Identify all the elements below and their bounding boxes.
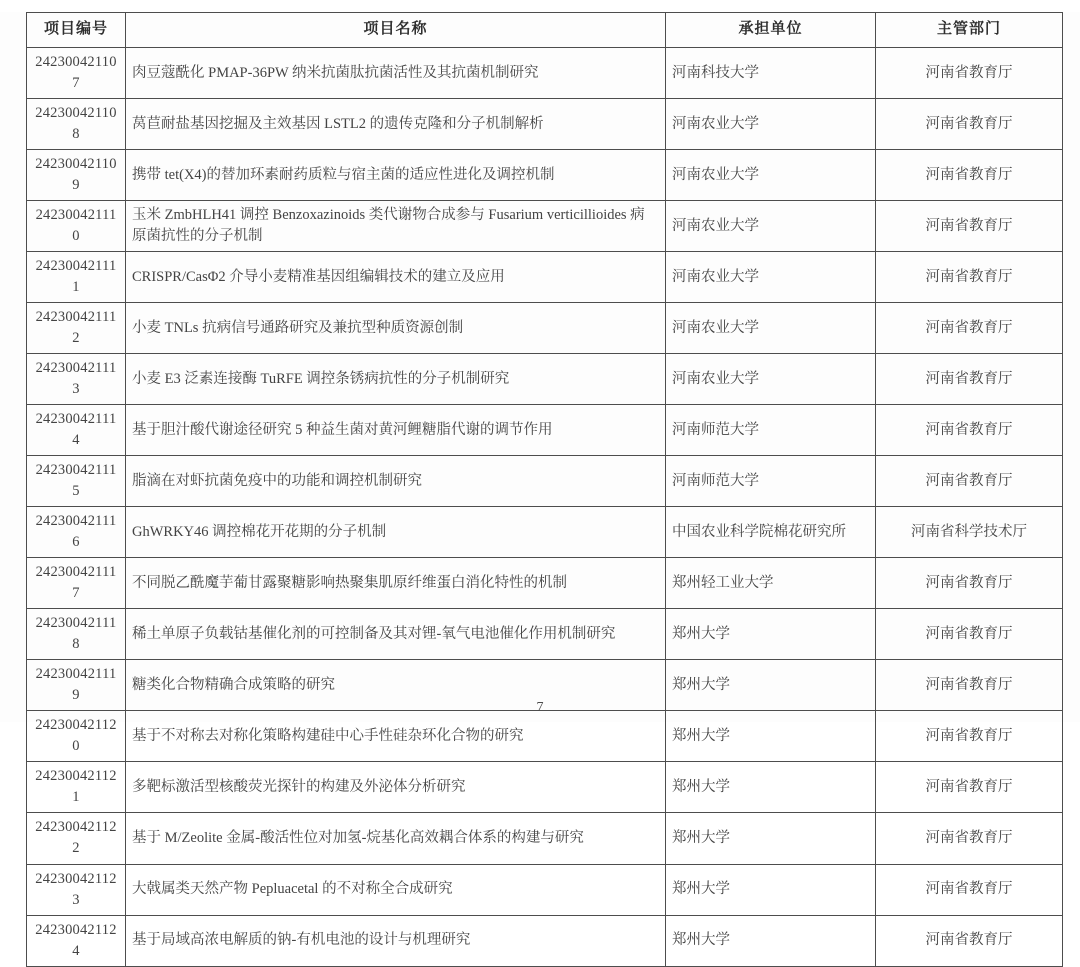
project-id-cell: 242300421118	[27, 609, 126, 660]
project-name-cell: CRISPR/CasΦ2 介导小麦精准基因组编辑技术的建立及应用	[126, 252, 666, 303]
dept-cell: 河南省教育厅	[876, 609, 1063, 660]
table-row	[27, 201, 1063, 252]
project-id-cell: 242300421107	[27, 48, 126, 99]
dept-cell: 河南省教育厅	[876, 150, 1063, 201]
dept-cell: 河南省科学技术厅	[876, 507, 1063, 558]
table-row	[27, 354, 1063, 405]
dept-cell: 河南省教育厅	[876, 252, 1063, 303]
table-row	[27, 99, 1063, 150]
col-header-project-id: 项目编号	[27, 13, 126, 48]
unit-cell: 郑州大学	[666, 915, 876, 966]
project-name-cell: 小麦 E3 泛素连接酶 TuRFE 调控条锈病抗性的分子机制研究	[126, 354, 666, 405]
project-id-cell: 242300421122	[27, 813, 126, 864]
project-name-cell: 基于不对称去对称化策略构建硅中心手性硅杂环化合物的研究	[126, 711, 666, 762]
page-number: 7	[536, 700, 544, 715]
unit-cell: 郑州大学	[666, 864, 876, 915]
unit-cell: 郑州大学	[666, 762, 876, 813]
unit-cell: 郑州大学	[666, 660, 876, 711]
table-header-row	[27, 13, 1063, 48]
table-row	[27, 252, 1063, 303]
project-name-cell: 不同脱乙酰魔芋葡甘露聚糖影响热聚集肌原纤维蛋白消化特性的机制	[126, 558, 666, 609]
col-header-unit: 承担单位	[666, 13, 876, 48]
project-name-cell: 糖类化合物精确合成策略的研究	[126, 660, 666, 711]
table-row	[27, 456, 1063, 507]
project-id-cell: 242300421119	[27, 660, 126, 711]
project-id-cell: 242300421120	[27, 711, 126, 762]
dept-cell: 河南省教育厅	[876, 864, 1063, 915]
project-name-cell: 稀土单原子负载钴基催化剂的可控制备及其对锂-氧气电池催化作用机制研究	[126, 609, 666, 660]
project-id-cell: 242300421108	[27, 99, 126, 150]
unit-cell: 河南科技大学	[666, 48, 876, 99]
project-name-cell: 脂滴在对虾抗菌免疫中的功能和调控机制研究	[126, 456, 666, 507]
project-name-cell: 莴苣耐盐基因挖掘及主效基因 LSTL2 的遗传克隆和分子机制解析	[126, 99, 666, 150]
project-id-cell: 242300421123	[27, 864, 126, 915]
col-header-project-name: 项目名称	[126, 13, 666, 48]
table-row	[27, 303, 1063, 354]
dept-cell: 河南省教育厅	[876, 201, 1063, 252]
table-row	[27, 507, 1063, 558]
unit-cell: 河南农业大学	[666, 99, 876, 150]
project-id-cell: 242300421116	[27, 507, 126, 558]
project-id-cell: 242300421121	[27, 762, 126, 813]
unit-cell: 河南农业大学	[666, 354, 876, 405]
project-name-cell: GhWRKY46 调控棉花开花期的分子机制	[126, 507, 666, 558]
col-header-department: 主管部门	[876, 13, 1063, 48]
project-id-cell: 242300421114	[27, 405, 126, 456]
unit-cell: 中国农业科学院棉花研究所	[666, 507, 876, 558]
unit-cell: 郑州大学	[666, 813, 876, 864]
dept-cell: 河南省教育厅	[876, 711, 1063, 762]
dept-cell: 河南省教育厅	[876, 48, 1063, 99]
dept-cell: 河南省教育厅	[876, 915, 1063, 966]
unit-cell: 河南师范大学	[666, 456, 876, 507]
unit-cell: 河南农业大学	[666, 150, 876, 201]
dept-cell: 河南省教育厅	[876, 99, 1063, 150]
unit-cell: 河南农业大学	[666, 303, 876, 354]
project-id-cell: 242300421112	[27, 303, 126, 354]
project-id-cell: 242300421124	[27, 915, 126, 966]
project-name-cell: 小麦 TNLs 抗病信号通路研究及兼抗型种质资源创制	[126, 303, 666, 354]
dept-cell: 河南省教育厅	[876, 762, 1063, 813]
projects-table	[26, 12, 1063, 967]
table-row	[27, 864, 1063, 915]
project-name-cell: 基于局域高浓电解质的钠-有机电池的设计与机理研究	[126, 915, 666, 966]
project-name-cell: 携带 tet(X4)的替加环素耐药质粒与宿主菌的适应性进化及调控机制	[126, 150, 666, 201]
project-name-cell: 玉米 ZmbHLH41 调控 Benzoxazinoids 类代谢物合成参与 Fusarium verticillioides 病原菌抗性的分子机制	[126, 201, 666, 252]
project-id-cell: 242300421109	[27, 150, 126, 201]
project-name-cell: 肉豆蔻酰化 PMAP-36PW 纳米抗菌肽抗菌活性及其抗菌机制研究	[126, 48, 666, 99]
project-id-cell: 242300421111	[27, 252, 126, 303]
project-name-cell: 大戟属类天然产物 Pepluacetal 的不对称全合成研究	[126, 864, 666, 915]
unit-cell: 郑州轻工业大学	[666, 558, 876, 609]
project-name-cell: 基于 M/Zeolite 金属-酸活性位对加氢-烷基化高效耦合体系的构建与研究	[126, 813, 666, 864]
dept-cell: 河南省教育厅	[876, 303, 1063, 354]
project-name-cell: 基于胆汁酸代谢途径研究 5 种益生菌对黄河鲤糖脂代谢的调节作用	[126, 405, 666, 456]
project-id-cell: 242300421115	[27, 456, 126, 507]
table-row	[27, 711, 1063, 762]
document-page	[0, 12, 1080, 959]
project-id-cell: 242300421110	[27, 201, 126, 252]
table-row	[27, 48, 1063, 99]
table-row	[27, 813, 1063, 864]
unit-cell: 河南师范大学	[666, 405, 876, 456]
unit-cell: 郑州大学	[666, 609, 876, 660]
project-id-cell: 242300421117	[27, 558, 126, 609]
dept-cell: 河南省教育厅	[876, 405, 1063, 456]
unit-cell: 河南农业大学	[666, 201, 876, 252]
table-row	[27, 558, 1063, 609]
unit-cell: 郑州大学	[666, 711, 876, 762]
project-name-cell: 多靶标激活型核酸荧光探针的构建及外泌体分析研究	[126, 762, 666, 813]
project-id-cell: 242300421113	[27, 354, 126, 405]
unit-cell: 河南农业大学	[666, 252, 876, 303]
dept-cell: 河南省教育厅	[876, 354, 1063, 405]
table-row	[27, 609, 1063, 660]
dept-cell: 河南省教育厅	[876, 660, 1063, 711]
dept-cell: 河南省教育厅	[876, 813, 1063, 864]
table-row	[27, 150, 1063, 201]
dept-cell: 河南省教育厅	[876, 456, 1063, 507]
table-row	[27, 405, 1063, 456]
table-row	[27, 762, 1063, 813]
table-row	[27, 915, 1063, 966]
dept-cell: 河南省教育厅	[876, 558, 1063, 609]
